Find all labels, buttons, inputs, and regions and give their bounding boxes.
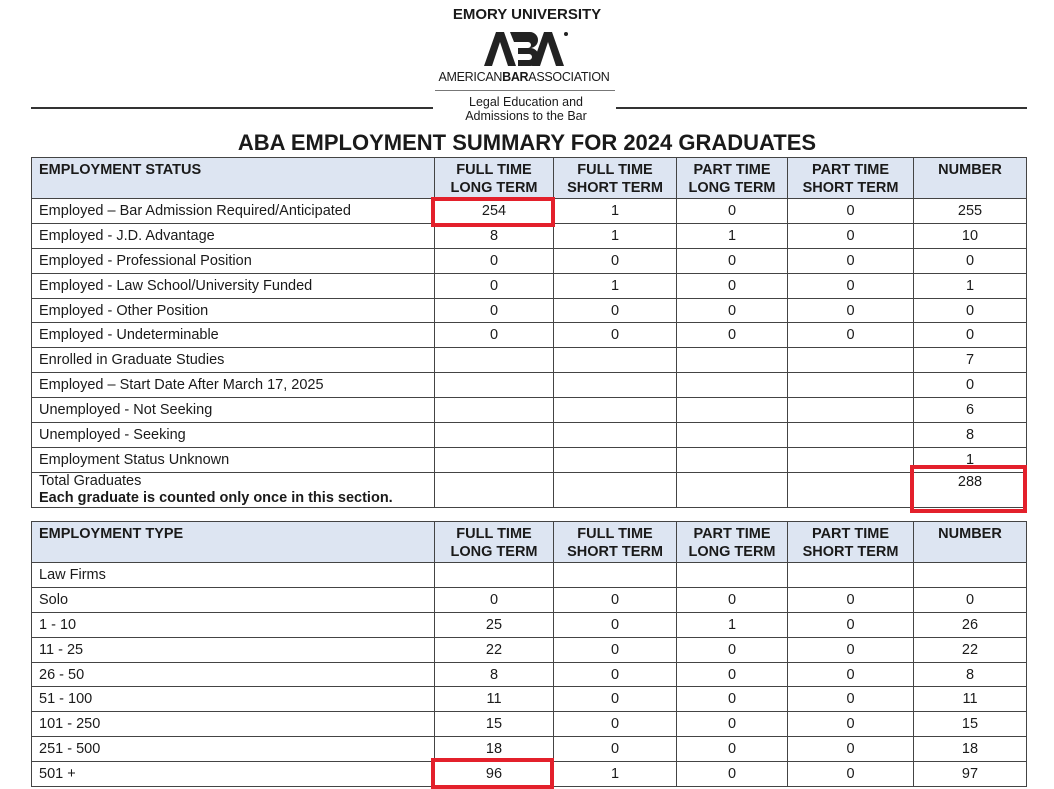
type-cell: 0	[677, 712, 788, 737]
logo-divider	[435, 90, 615, 91]
type-cell	[788, 563, 914, 588]
status-cell: 0	[788, 273, 914, 298]
type-row-label: Solo	[32, 587, 435, 612]
type-cell: 0	[554, 662, 677, 687]
status-cell: 0	[554, 323, 677, 348]
header-rule-right	[616, 107, 1027, 109]
status-row-label: Enrolled in Graduate Studies	[32, 348, 435, 373]
type-cell: 0	[788, 662, 914, 687]
col-header: NUMBER	[914, 158, 1027, 199]
type-cell: 1	[554, 762, 677, 787]
type-row-label: 11 - 25	[32, 637, 435, 662]
type-row-label: 51 - 100	[32, 687, 435, 712]
type-cell	[677, 563, 788, 588]
status-cell	[788, 348, 914, 373]
status-row-label: Employment Status Unknown	[32, 447, 435, 472]
counting-note: Each graduate is counted only once in this section.	[39, 489, 393, 506]
status-cell	[554, 373, 677, 398]
table-row	[32, 712, 1027, 737]
col-header: PART TIME LONG TERM	[677, 522, 788, 563]
status-cell	[435, 348, 554, 373]
table-row	[32, 373, 1027, 398]
status-cell: 0	[677, 298, 788, 323]
status-cell: 0	[435, 298, 554, 323]
col-header: NUMBER	[914, 522, 1027, 563]
university-name: EMORY UNIVERSITY	[452, 6, 602, 23]
table-row	[32, 423, 1027, 448]
type-row-label: Law Firms	[32, 563, 435, 588]
type-cell: 0	[554, 737, 677, 762]
type-cell	[435, 563, 554, 588]
status-cell: 254	[435, 199, 554, 224]
type-cell: 18	[914, 737, 1027, 762]
type-cell: 97	[914, 762, 1027, 787]
status-cell: 0	[554, 248, 677, 273]
table-row	[32, 248, 1027, 273]
status-row-label: Employed – Bar Admission Required/Anticipated	[32, 199, 435, 224]
highlight-box-501-plus-ftlt	[431, 758, 554, 789]
status-cell	[788, 398, 914, 423]
type-cell: 8	[914, 662, 1027, 687]
type-cell: 26	[914, 612, 1027, 637]
employment-status-header: EMPLOYMENT STATUS	[32, 158, 435, 199]
type-cell: 1	[677, 612, 788, 637]
type-cell	[554, 563, 677, 588]
type-cell: 0	[677, 637, 788, 662]
page-title: ABA EMPLOYMENT SUMMARY FOR 2024 GRADUATES	[237, 130, 817, 155]
type-cell: 15	[435, 712, 554, 737]
total-graduates-text: Total Graduates	[39, 472, 142, 489]
status-cell	[677, 348, 788, 373]
status-cell: 0	[677, 199, 788, 224]
type-cell	[914, 563, 1027, 588]
table-row	[32, 323, 1027, 348]
type-cell: 0	[677, 587, 788, 612]
status-cell: 6	[914, 398, 1027, 423]
table-row	[32, 398, 1027, 423]
status-row-label: Unemployed - Seeking	[32, 423, 435, 448]
type-cell: 22	[914, 637, 1027, 662]
status-cell	[677, 447, 788, 472]
status-cell	[435, 423, 554, 448]
status-cell: 8	[914, 423, 1027, 448]
col-header: PART TIME LONG TERM	[677, 158, 788, 199]
type-cell: 0	[554, 612, 677, 637]
status-cell: 0	[788, 298, 914, 323]
status-row-label: Employed - Other Position	[32, 298, 435, 323]
highlight-box-total-graduates	[910, 465, 1027, 513]
col-header: PART TIME SHORT TERM	[788, 522, 914, 563]
aba-logo-mark-icon	[484, 30, 570, 68]
status-cell	[554, 472, 677, 507]
status-cell	[677, 472, 788, 507]
employment-type-table	[31, 521, 1027, 787]
type-cell: 0	[788, 587, 914, 612]
status-cell	[788, 423, 914, 448]
status-cell	[554, 447, 677, 472]
status-row-label: Employed - Professional Position	[32, 248, 435, 273]
status-cell: 1	[554, 199, 677, 224]
status-cell	[677, 373, 788, 398]
table-row	[32, 223, 1027, 248]
type-cell: 0	[788, 612, 914, 637]
status-cell: 0	[914, 248, 1027, 273]
aba-wordmark: AMERICANBARASSOCIATION	[438, 70, 610, 84]
status-cell	[677, 423, 788, 448]
type-row-label: 251 - 500	[32, 737, 435, 762]
type-cell: 0	[435, 587, 554, 612]
status-cell: 0	[677, 248, 788, 273]
col-header: FULL TIME SHORT TERM	[554, 522, 677, 563]
status-cell: 10	[914, 223, 1027, 248]
type-cell: 25	[435, 612, 554, 637]
table-row	[32, 273, 1027, 298]
status-cell: 0	[435, 323, 554, 348]
total-graduates-row	[32, 472, 1027, 507]
table-row	[32, 687, 1027, 712]
table-header-row	[32, 158, 1027, 199]
table-row	[32, 587, 1027, 612]
status-row-label: Employed – Start Date After March 17, 2025	[32, 373, 435, 398]
section-name-line2: Admissions to the Bar	[465, 109, 587, 123]
table-row	[32, 563, 1027, 588]
status-cell: 1	[554, 273, 677, 298]
type-row-label: 101 - 250	[32, 712, 435, 737]
status-cell: 0	[435, 273, 554, 298]
col-header: PART TIME SHORT TERM	[788, 158, 914, 199]
status-row-label: Unemployed - Not Seeking	[32, 398, 435, 423]
col-header: FULL TIME SHORT TERM	[554, 158, 677, 199]
type-row-label: 501 +	[32, 762, 435, 787]
status-cell	[788, 472, 914, 507]
type-cell: 11	[435, 687, 554, 712]
type-cell: 0	[914, 587, 1027, 612]
type-cell: 18	[435, 737, 554, 762]
status-cell: 8	[435, 223, 554, 248]
type-cell: 0	[554, 687, 677, 712]
type-cell: 8	[435, 662, 554, 687]
type-cell: 0	[788, 737, 914, 762]
status-cell	[554, 423, 677, 448]
type-row-label: 26 - 50	[32, 662, 435, 687]
total-graduates-number: 288	[914, 472, 1027, 507]
table-row	[32, 612, 1027, 637]
table-row	[32, 348, 1027, 373]
table-row	[32, 637, 1027, 662]
status-cell: 255	[914, 199, 1027, 224]
status-cell	[554, 348, 677, 373]
status-cell: 0	[677, 323, 788, 348]
status-row-label: Employed - J.D. Advantage	[32, 223, 435, 248]
status-cell: 1	[677, 223, 788, 248]
status-cell: 0	[788, 323, 914, 348]
type-cell: 0	[788, 712, 914, 737]
status-cell	[435, 447, 554, 472]
header-rule-left	[31, 107, 433, 109]
total-graduates-label	[32, 472, 435, 507]
col-header: FULL TIME LONG TERM	[435, 522, 554, 563]
status-cell: 0	[914, 323, 1027, 348]
section-name-line1: Legal Education and	[469, 95, 583, 109]
status-cell	[435, 472, 554, 507]
type-cell: 0	[554, 712, 677, 737]
type-cell: 0	[677, 687, 788, 712]
type-cell: 0	[677, 662, 788, 687]
aba-logo	[424, 30, 624, 90]
status-row-label: Employed - Law School/University Funded	[32, 273, 435, 298]
table-row	[32, 662, 1027, 687]
highlight-box-bar-admission-ftlt	[431, 197, 555, 227]
status-cell: 0	[914, 298, 1027, 323]
table-row	[32, 447, 1027, 472]
status-cell: 0	[788, 248, 914, 273]
status-cell: 7	[914, 348, 1027, 373]
status-cell: 0	[554, 298, 677, 323]
status-cell	[677, 398, 788, 423]
type-cell: 0	[554, 637, 677, 662]
type-cell: 0	[677, 737, 788, 762]
status-cell	[788, 447, 914, 472]
type-row-label: 1 - 10	[32, 612, 435, 637]
employment-type-header: EMPLOYMENT TYPE	[32, 522, 435, 563]
type-cell: 96	[435, 762, 554, 787]
table-row	[32, 298, 1027, 323]
status-cell: 0	[435, 248, 554, 273]
status-cell	[554, 398, 677, 423]
status-cell: 1	[914, 273, 1027, 298]
status-cell	[435, 373, 554, 398]
type-cell: 0	[677, 762, 788, 787]
status-cell: 0	[788, 223, 914, 248]
status-cell: 1	[554, 223, 677, 248]
status-cell	[435, 398, 554, 423]
type-cell: 0	[788, 762, 914, 787]
type-cell: 0	[788, 687, 914, 712]
type-cell: 15	[914, 712, 1027, 737]
type-cell: 11	[914, 687, 1027, 712]
status-cell	[788, 373, 914, 398]
status-cell: 1	[914, 447, 1027, 472]
status-cell: 0	[914, 373, 1027, 398]
status-row-label: Employed - Undeterminable	[32, 323, 435, 348]
table-header-row	[32, 522, 1027, 563]
status-cell: 0	[677, 273, 788, 298]
type-cell: 22	[435, 637, 554, 662]
type-cell: 0	[554, 587, 677, 612]
col-header: FULL TIME LONG TERM	[435, 158, 554, 199]
type-cell: 0	[788, 637, 914, 662]
status-cell: 0	[788, 199, 914, 224]
